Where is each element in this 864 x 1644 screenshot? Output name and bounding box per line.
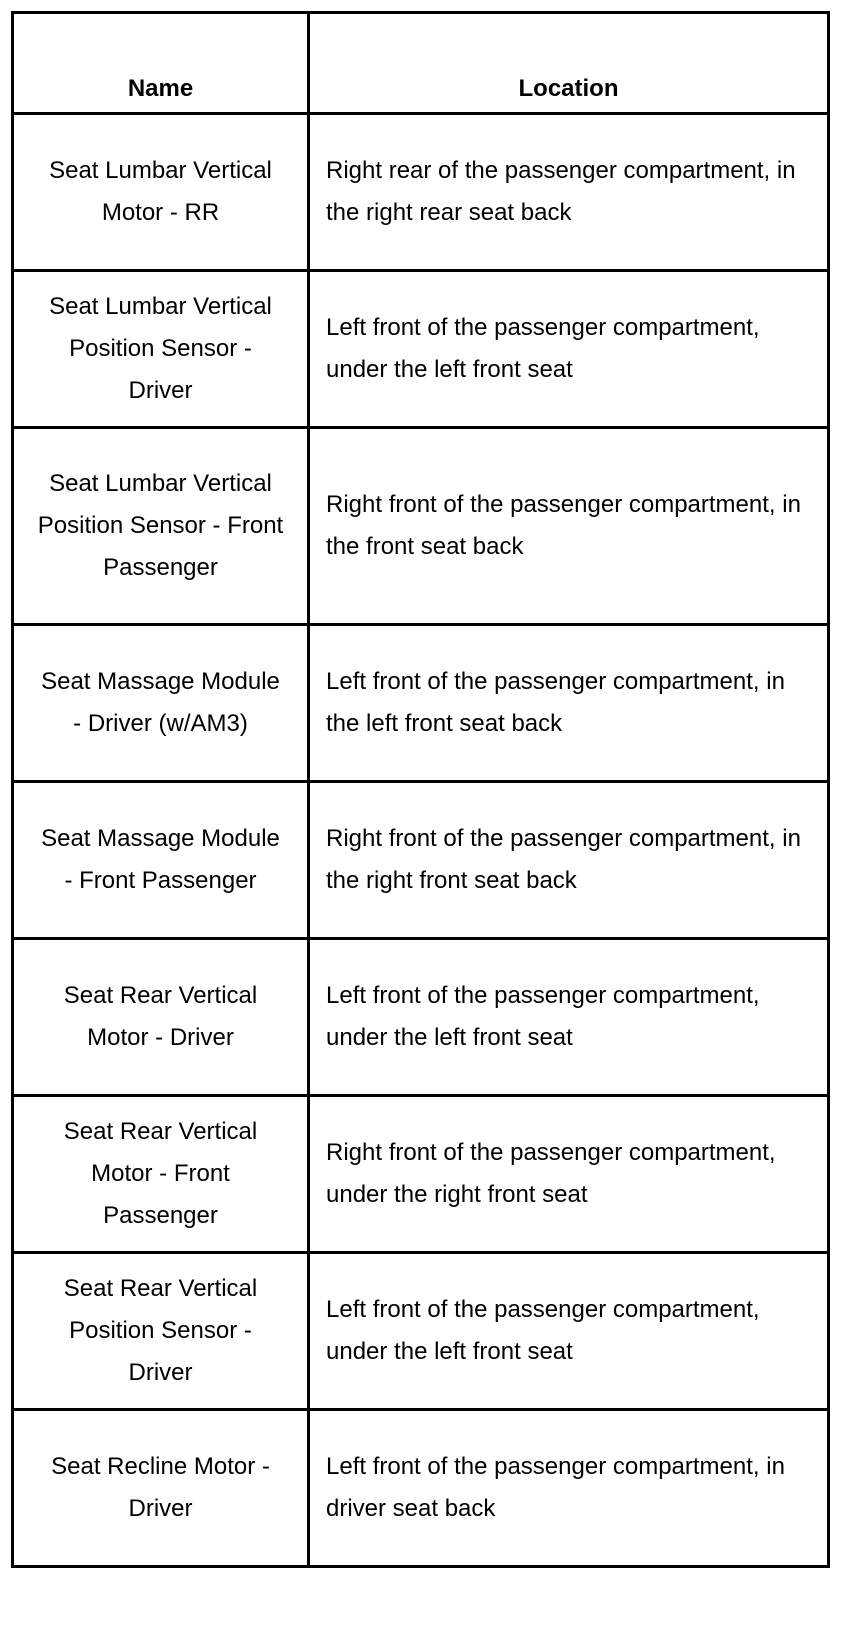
table-row [13, 1253, 829, 1410]
table-row [13, 939, 829, 1096]
component-location: Left front of the passenger compartment, under the left front seat [309, 271, 829, 428]
component-name: Seat Lumbar Vertical Position Sensor - Front Passenger [13, 428, 309, 625]
table-row [13, 114, 829, 271]
table-row [13, 428, 829, 625]
component-location: Left front of the passenger compartment, in driver seat back [309, 1410, 829, 1567]
component-location: Left front of the passenger compartment, under the left front seat [309, 939, 829, 1096]
component-location: Right front of the passenger compartment, in the right front seat back [309, 782, 829, 939]
header-row [13, 13, 829, 114]
component-name: Seat Lumbar Vertical Motor - RR [13, 114, 309, 271]
component-location: Right front of the passenger compartment, under the right front seat [309, 1096, 829, 1253]
component-location: Right front of the passenger compartment, in the front seat back [309, 428, 829, 625]
component-name: Seat Rear Vertical Motor - Driver [13, 939, 309, 1096]
component-location: Left front of the passenger compartment, under the left front seat [309, 1253, 829, 1410]
component-location: Right rear of the passenger compartment, in the right rear seat back [309, 114, 829, 271]
table-row [13, 271, 829, 428]
table-row [13, 782, 829, 939]
component-name: Seat Recline Motor - Driver [13, 1410, 309, 1567]
header-name: Name [13, 13, 309, 114]
component-location-table [11, 11, 830, 1568]
table-row [13, 1096, 829, 1253]
component-name: Seat Rear Vertical Position Sensor - Driver [13, 1253, 309, 1410]
component-name: Seat Massage Module - Front Passenger [13, 782, 309, 939]
component-location: Left front of the passenger compartment, in the left front seat back [309, 625, 829, 782]
component-name: Seat Massage Module - Driver (w/AM3) [13, 625, 309, 782]
table-row [13, 625, 829, 782]
table-row [13, 1410, 829, 1567]
component-name: Seat Lumbar Vertical Position Sensor - Driver [13, 271, 309, 428]
component-name: Seat Rear Vertical Motor - Front Passenger [13, 1096, 309, 1253]
header-location: Location [309, 13, 829, 114]
